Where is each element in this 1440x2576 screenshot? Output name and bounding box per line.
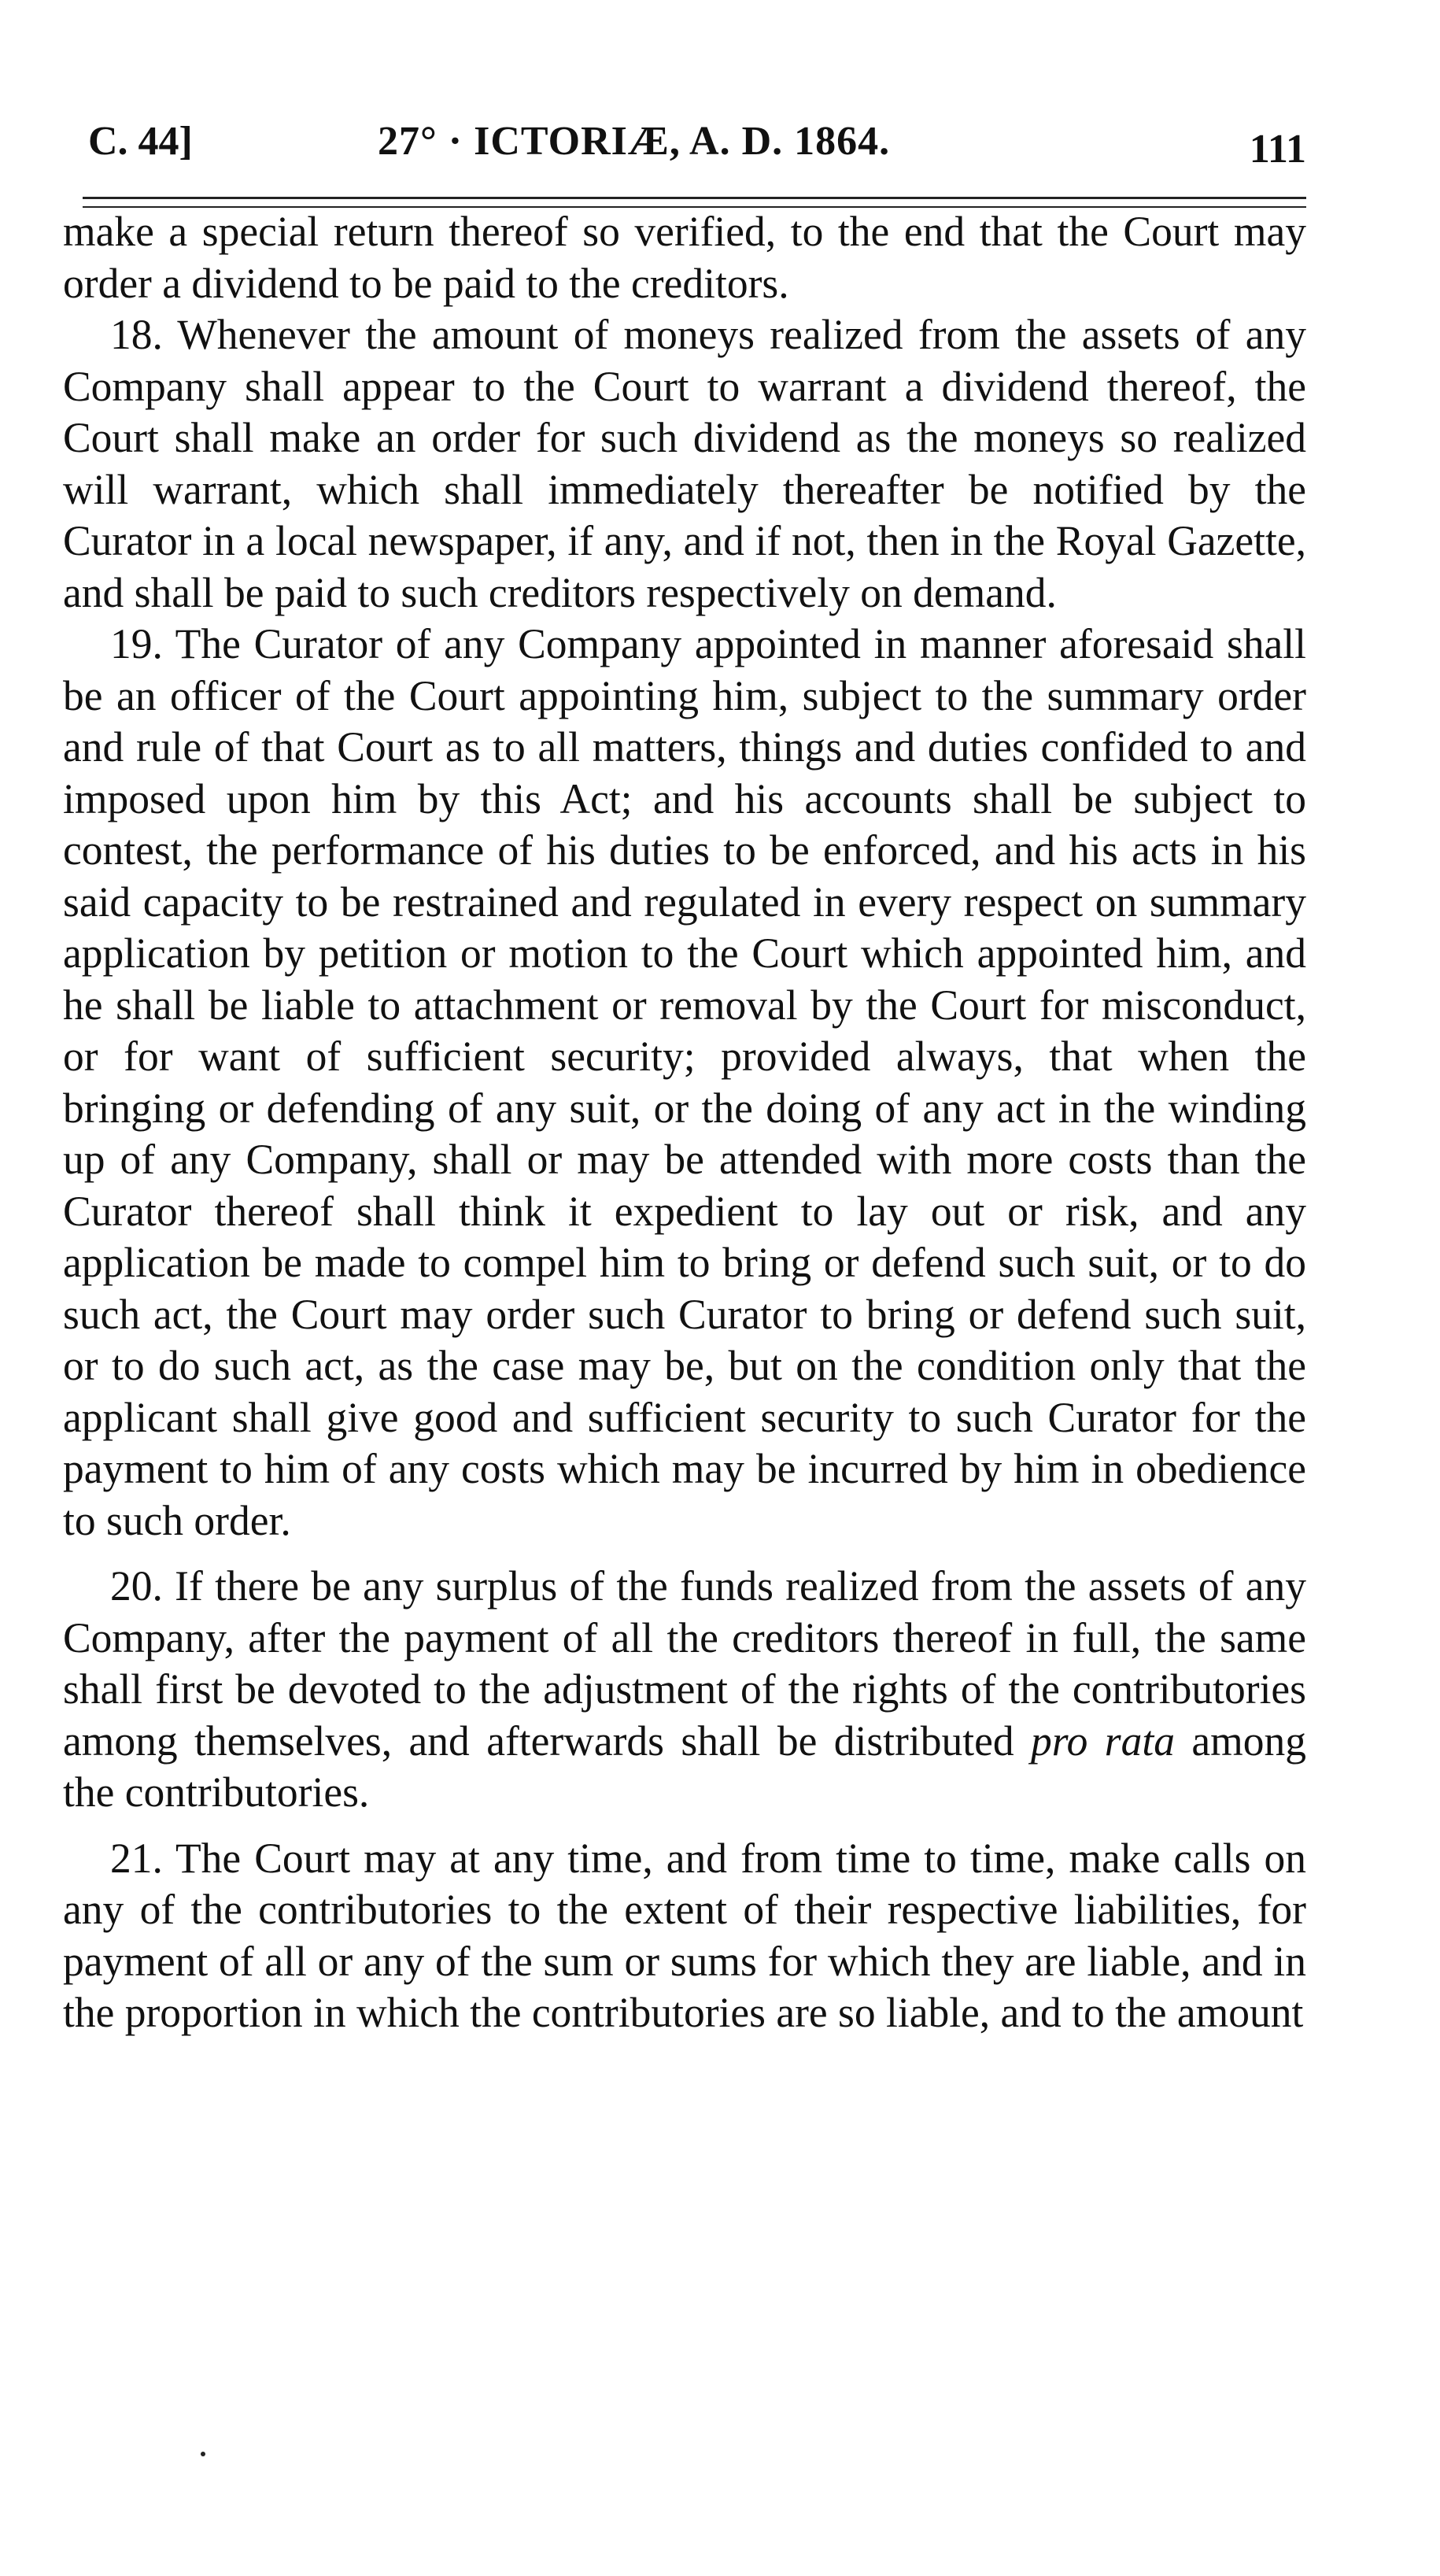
- section-20-text-end: among the contributories.: [63, 1717, 1306, 1816]
- section-20: [63, 1561, 1306, 1819]
- page-number: 111: [1249, 127, 1306, 172]
- header-title: 27° · ICTORIÆ, A. D. 1864.: [378, 119, 891, 164]
- section-18: 18. Whenever the amount of moneys realized from the assets of any Company shall appear to the Court to warrant a dividend thereof, the Court shall make an order for such dividend as the moneys so realized will warrant, which shall immediately thereafter be notified by the Curator in a local newspaper, if any, and if not, then in the Royal Gazette, and shall be paid to such creditors respectively on demand.: [63, 311, 1306, 616]
- section-20-italic: pro rata: [1031, 1717, 1175, 1765]
- section-21: 21. The Court may at any time, and from time to time, make calls on any of the contributories to the extent of their respective liabilities, for payment of all or any of the sum or sums for which they are liable, and in the proportion in which the contributories are so liable, and to the amount: [63, 1834, 1306, 2036]
- running-header: [79, 118, 1306, 181]
- ink-speck: [201, 2452, 205, 2456]
- section-19: 19. The Curator of any Company appointed in manner aforesaid shall be an officer of the Court appointing him, subject to the summary order and rule of that Court as to all matters, things and duties confided to and imposed upon him by this Act; and his accounts shall be subject to contest, the performance of his duties to be enforced, and his acts in his said capacity to be restrained and regulated in every respect on summary application by petition or motion to the Court which appointed him, and he shall be liable to attachment or removal by the Court for misconduct, or for want of sufficient security; provided always, that when the bringing or defending of any suit, or the doing of any act in the winding up of any Company, shall or may be attended with more costs than the Curator thereof shall think it expedient to lay out or risk, and any application be made to compel him to bring or defend such suit, or to do such act, the Court may order such Curator to bring or defend such suit, or to do such act, as the case may be, but on the condition only that the applicant shall give good and sufficient security to such Curator for the payment to him of any costs which may be incurred by him in obedience to such order.: [63, 620, 1306, 1544]
- chapter-reference: C. 44]: [88, 119, 193, 164]
- section-20-text: 20. If there be any surplus of the funds realized from the assets of any Company, after the payment of all the creditors thereof in full, the same shall first be devoted to the adjustment of the rights of the contributories among themselves, and afterwards shall be distributed: [63, 1562, 1306, 1765]
- paragraph-continuation: make a special return thereof so verified, to the end that the Court may order a dividend to be paid to the creditors.: [63, 208, 1306, 307]
- body-text: [63, 206, 1306, 2039]
- header-rule: [83, 197, 1306, 199]
